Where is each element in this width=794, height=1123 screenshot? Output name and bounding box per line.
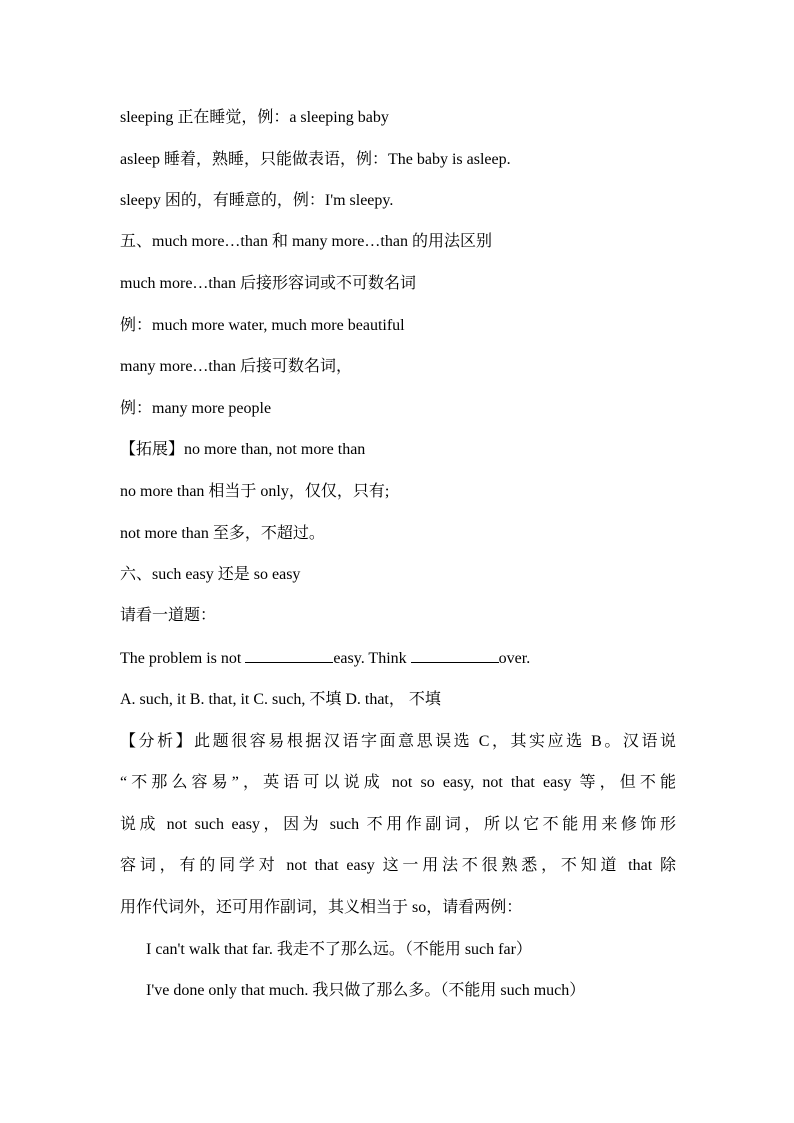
text-line: 【拓展】no more than, not more than	[120, 441, 366, 458]
text-line: many more…than 后接可数名词，	[120, 358, 352, 375]
analysis-line: 【分析】此题很容易根据汉语字面意思误选 C，其实应选 B。汉语说	[120, 733, 676, 750]
question-text: over.	[498, 650, 531, 667]
answer-blank	[245, 648, 333, 663]
question-text: easy. Think	[333, 650, 411, 667]
options-line: A. such, it B. that, it C. such, 不填 D. that， 不填	[120, 691, 441, 708]
analysis-line: 用作代词外，还可用作副词，其义相当于 so，请看两例：	[120, 899, 523, 916]
section-heading: 五、much more…than 和 many more…than 的用法区别	[120, 233, 492, 250]
text-line: sleepy 困的，有睡意的，例：I'm sleepy.	[120, 192, 394, 209]
analysis-line: 说成 not such easy，因为 such 不用作副词，所以它不能用来修饰形	[120, 816, 676, 833]
text-line: asleep 睡着，熟睡，只能做表语，例：The baby is asleep.	[120, 151, 511, 168]
text-line: not more than 至多，不超过。	[120, 525, 325, 542]
question-text: The problem is not	[120, 650, 246, 667]
question-line	[120, 648, 676, 669]
text-line: 请看一道题：	[120, 607, 217, 624]
text-line: 例：much more water, much more beautiful	[120, 317, 405, 334]
text-line: no more than 相当于 only，仅仅，只有;	[120, 483, 390, 500]
analysis-line: 容词，有的同学对 not that easy 这一用法不很熟悉，不知道 that 除	[120, 857, 676, 874]
text-line: much more…than 后接形容词或不可数名词	[120, 275, 416, 292]
text-line: sleeping 正在睡觉，例：a sleeping baby	[120, 109, 389, 126]
example-line: I can't walk that far. 我走不了那么远。（不能用 such far）	[146, 941, 532, 958]
answer-blank	[411, 648, 499, 663]
example-line: I've done only that much. 我只做了那么多。（不能用 such much）	[146, 982, 586, 999]
section-heading: 六、such easy 还是 so easy	[120, 566, 301, 583]
analysis-line: “不那么容易”，英语可以说成 not so easy, not that easy 等，但不能	[120, 774, 676, 791]
text-line: 例：many more people	[120, 400, 272, 417]
